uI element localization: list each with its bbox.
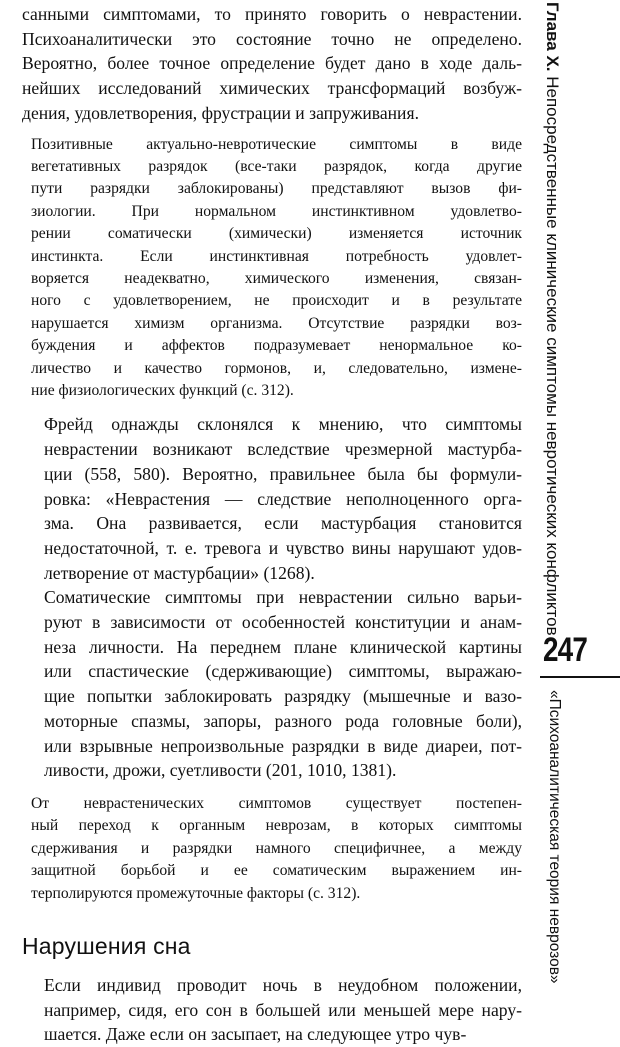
text-line: Психоаналитически это состояние точно не определено. <box>22 28 522 49</box>
quote-organ-neuroses <box>22 793 522 905</box>
text-line: моторные спазмы, запоры, разного рода головные боли), <box>44 710 522 731</box>
text-line: защитной борьбой и ее соматическим выражением ин- <box>31 862 522 880</box>
text-line: нарушается химизм организма. Отсутствие разрядки воз- <box>31 314 522 332</box>
text-line: неза личности. На переднем плане клинической картины <box>44 636 522 657</box>
text-line: шается. Даже если он засыпает, на следующее утро чув- <box>44 1024 467 1045</box>
text-line: инстинкта. Если инстинктивная потребность удовлет- <box>31 247 522 265</box>
quote-vegetative-discharges <box>22 134 522 403</box>
main-text <box>22 2 522 1047</box>
text-line: зма. Она развивается, если мастурбация становится <box>44 513 522 534</box>
text-line: ливости, дрожи, суетливости (201, 1010, 1381). <box>44 760 397 781</box>
text-line: Если индивид проводит ночь в неудобном положении, <box>44 974 522 995</box>
text-line: буждения и аффектов подразумевает ненормальное ко- <box>31 337 522 355</box>
paragraph-sleep-disorders <box>22 973 522 1047</box>
text-line: нейших исследований химических трансформаций возбуж- <box>22 78 522 99</box>
chapter-label: Глава X. <box>543 2 562 72</box>
page-number-rule <box>540 676 620 678</box>
text-line: Соматические симптомы при неврастении сильно варьи- <box>44 587 522 608</box>
text-line: или взрывные непроизвольные разрядки в виде диареи, пот- <box>44 735 522 756</box>
text-line: вегетативных разрядок (все-таки разрядок, когда другие <box>31 157 522 175</box>
text-line: щие попытки заблокировать разрядку (мышечные и вазо- <box>44 686 522 707</box>
text-line: ции (558, 580). Вероятно, правильнее была бы формули- <box>44 463 522 484</box>
text-line: зиологии. При нормальном инстинктивном удовлетво- <box>31 202 522 220</box>
text-line: терполируются промежуточные факторы (с. 312). <box>31 884 361 902</box>
text-line: ного с удовлетворением, не происходит и в результате <box>31 292 522 310</box>
text-line: Вероятно, более точное определение будет дано в ходе даль- <box>22 53 522 74</box>
text-line: например, сидя, его сон в большей или меньшей мере нару- <box>44 999 522 1020</box>
text-line: сдерживания и разрядки намного специфичнее, а между <box>31 839 522 857</box>
running-head-book <box>540 690 568 990</box>
book-title: «Психоаналитическая теория неврозов» <box>546 690 563 984</box>
text-line: пути разрядки заблокированы) представляют вызов фи- <box>31 180 522 198</box>
text-line: Позитивные актуально-невротические симптомы в виде <box>31 135 522 153</box>
paragraph-somatic-symptoms <box>22 585 522 783</box>
text-line: недостаточной, т. е. тревога и чувство вины нарушают удов- <box>44 537 522 558</box>
text-line: воряется неадекватно, химического изменения, связан- <box>31 269 522 287</box>
running-head-chapter <box>538 2 566 636</box>
text-line: ный переход к органным неврозам, в которых симптомы <box>31 817 522 835</box>
text-line: руют в зависимости от особенностей конституции и анам- <box>44 612 522 633</box>
section-heading-sleep-disorders: Нарушения сна <box>22 932 191 959</box>
paragraph-neurasthenia-definition <box>22 2 522 126</box>
text-line: санными симптомами, то принято говорить о неврастении. <box>22 4 522 24</box>
text-line: рении соматически (химически) изменяется источник <box>31 225 522 243</box>
text-line: ние физиологических функций (с. 312). <box>31 381 294 399</box>
page-number: 247 <box>543 631 588 669</box>
text-line: ровка: «Неврастения — следствие неполноценного орга- <box>44 488 522 509</box>
paragraph-freud-masturbation <box>22 412 522 585</box>
text-line: или спастические (сдерживающие) симптомы, выражаю- <box>44 661 522 682</box>
chapter-title: Непосредственные клинические симптомы невротических конфликтов <box>543 76 562 636</box>
text-line: летворение от мастурбации» (1268). <box>44 562 315 583</box>
text-line: личество и качество гормонов, и, следовательно, измене- <box>31 359 522 377</box>
text-line: От неврастенических симптомов существует постепен- <box>31 794 522 812</box>
text-line: Фрейд однажды склонялся к мнению, что симптомы <box>44 414 522 435</box>
text-line: неврастении возникают вследствие чрезмерной мастурба- <box>44 439 522 460</box>
text-line: дения, удовлетворения, фрустрации и запруживания. <box>22 102 419 123</box>
